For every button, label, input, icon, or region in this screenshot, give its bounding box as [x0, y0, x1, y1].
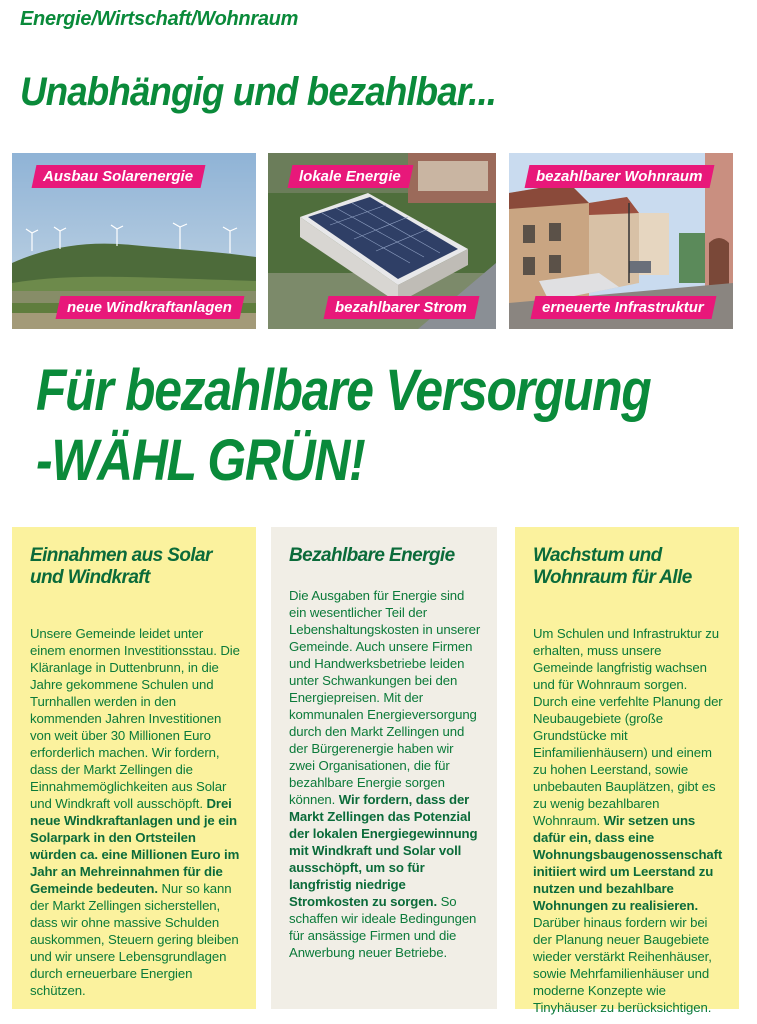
column-affordable-energy [271, 527, 497, 1009]
tag-infrastructure: erneuerte Infrastruktur [531, 296, 717, 319]
tag-affordable-housing: bezahlbarer Wohnraum [525, 165, 715, 188]
photo-solar-roof [268, 153, 496, 329]
headline: Unabhängig und bezahlbar... [20, 70, 497, 114]
column-housing [515, 527, 739, 1015]
column-title: Wachstum und Wohnraum für Alle [533, 545, 692, 588]
column-solar-wind-income [12, 527, 256, 1009]
column-body: Unsere Gemeinde leidet unter einem enormen Investitionsstau. Die Kläranlage in Duttenbrunn, in die Jahre gekommene Schulen und Turnhallen werden in den kommenden Jahren Investitionen von weit über 30 Millionen Euro erforderlich machen. Wir fordern, dass der Markt Zellingen die Einnahmemöglichkeiten aus Solar und Windkraft voll ausschöpft. Drei neue Windkraftanlagen und je ein Solarpark in den Ortsteilen würden ca. eine Millionen Euro im Jahr an Mehreinnahmen für die Gemeinde bedeuten. Nur so kann der Markt Zellingen sicherstellen, dass wir ohne massive Schulden auskommen, Steuern gering bleiben und wir unsere Lebensgrundlagen durch erneuerbare Energien schützen. [30, 626, 240, 998]
column-title: Bezahlbare Energie [289, 545, 455, 566]
tag-solar: Ausbau Solarenergie [32, 165, 206, 188]
column-body: Um Schulen und Infrastruktur zu erhalten, muss unsere Gemeinde langfristig wachsen und für Wohnraum sorgen. Durch eine verfehlte Planung der Neubaugebiete (große Grundstücke mit Einfamilienhäusern) und einem zu hohen Leerstand, sowie unbebauten Bauplätzen, gibt es zu wenig bezahlbaren Wohnraum. Wir setzen uns dafür ein, dass eine Wohnungsbaugenossenschaft initiiert wird um Leerstand zu nutzen und bezahlbare Wohnungen zu realisieren. Darüber hinaus fordern wir bei der Planung neuer Baugebiete wieder verstärkt Reihenhäuser, sowie Mehrfamilienhäuser und moderne Konzepte wie Tinyhäuser zu berücksichtigen. [533, 626, 723, 1015]
big-title-line1: Für bezahlbare Versorgung [36, 358, 651, 423]
big-title-line2: -WÄHL GRÜN! [36, 428, 365, 493]
tag-local-energy: lokale Energie [288, 165, 414, 188]
tag-affordable-power: bezahlbarer Strom [324, 296, 480, 319]
photo-street [509, 153, 733, 329]
photo-solar-wind [12, 153, 256, 329]
column-title: Einnahmen aus Solar und Windkraft [30, 545, 212, 588]
big-title [36, 358, 650, 494]
column-body: Die Ausgaben für Energie sind ein wesentlicher Teil der Lebenshaltungskosten in unserer Gemeinde. Auch unsere Firmen und Handwerksbetriebe leiden unter Schwankungen bei den Energiepreisen. Mit der kommunalen Energieversorgung durch den Markt Zellingen und der Bürgerenergie haben wir zwei Organisationen, die für bezahlbare Energie sorgen können. Wir fordern, dass der Markt Zellingen das Potenzial der lokalen Energiegewinnung mit Windkraft und Solar voll ausschöpft, um so für langfristig niedrige Stromkosten zu sorgen. So schaffen wir ideale Bedingungen für ansässige Firmen und die Anwerbung neuer Betriebe. [289, 588, 481, 960]
section-label: Energie/Wirtschaft/Wohnraum [20, 8, 299, 30]
tag-wind: neue Windkraftanlagen [56, 296, 245, 319]
